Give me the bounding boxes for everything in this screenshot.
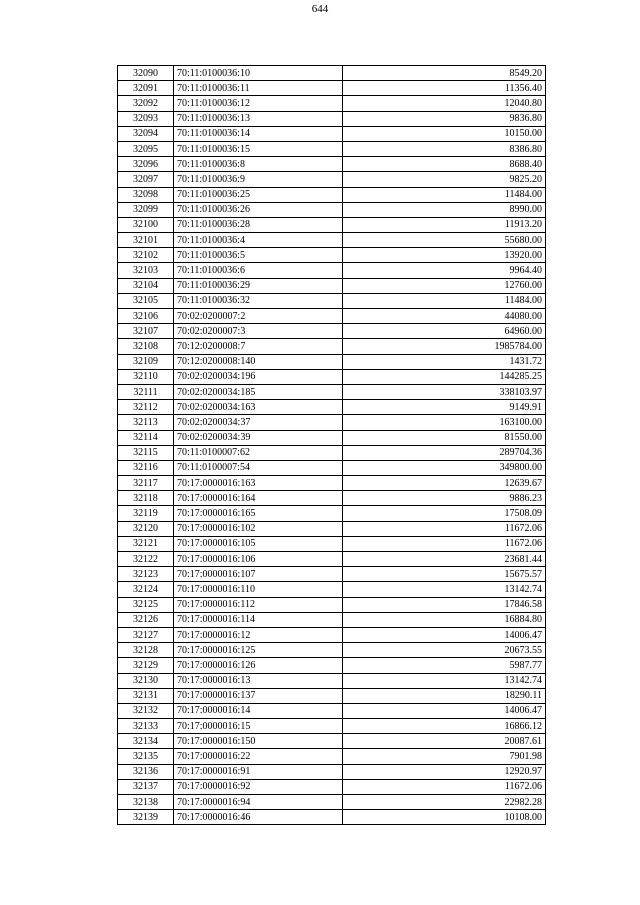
table-row xyxy=(118,369,546,384)
value-cell: 8990.00 xyxy=(343,202,546,217)
value-cell: 18290.11 xyxy=(343,688,546,703)
value-cell: 17508.09 xyxy=(343,506,546,521)
row-number-cell: 32121 xyxy=(118,536,174,551)
cadastral-number-cell: 70:11:0100036:32 xyxy=(174,293,343,308)
cadastral-number-cell: 70:17:0000016:137 xyxy=(174,688,343,703)
cadastral-number-cell: 70:17:0000016:14 xyxy=(174,703,343,718)
cadastral-number-cell: 70:17:0000016:164 xyxy=(174,491,343,506)
row-number-cell: 32095 xyxy=(118,141,174,156)
table-row xyxy=(118,445,546,460)
row-number-cell: 32097 xyxy=(118,172,174,187)
cadastral-number-cell: 70:17:0000016:106 xyxy=(174,552,343,567)
table-row xyxy=(118,111,546,126)
cadastral-number-cell: 70:17:0000016:125 xyxy=(174,643,343,658)
value-cell: 8386.80 xyxy=(343,141,546,156)
value-cell: 17846.58 xyxy=(343,597,546,612)
table-row xyxy=(118,749,546,764)
cadastral-number-cell: 70:02:0200034:37 xyxy=(174,415,343,430)
cadastral-number-cell: 70:11:0100036:14 xyxy=(174,126,343,141)
registry-table-body xyxy=(118,66,546,825)
value-cell: 55680.00 xyxy=(343,233,546,248)
row-number-cell: 32117 xyxy=(118,476,174,491)
cadastral-number-cell: 70:02:0200034:196 xyxy=(174,369,343,384)
row-number-cell: 32127 xyxy=(118,627,174,642)
table-row xyxy=(118,582,546,597)
value-cell: 11913.20 xyxy=(343,217,546,232)
cadastral-number-cell: 70:02:0200034:163 xyxy=(174,400,343,415)
row-number-cell: 32093 xyxy=(118,111,174,126)
row-number-cell: 32116 xyxy=(118,460,174,475)
cadastral-number-cell: 70:17:0000016:163 xyxy=(174,476,343,491)
row-number-cell: 32101 xyxy=(118,233,174,248)
table-row xyxy=(118,400,546,415)
row-number-cell: 32102 xyxy=(118,248,174,263)
cadastral-number-cell: 70:17:0000016:105 xyxy=(174,536,343,551)
table-row xyxy=(118,567,546,582)
row-number-cell: 32122 xyxy=(118,552,174,567)
cadastral-number-cell: 70:17:0000016:112 xyxy=(174,597,343,612)
table-row xyxy=(118,339,546,354)
row-number-cell: 32113 xyxy=(118,415,174,430)
row-number-cell: 32126 xyxy=(118,612,174,627)
cadastral-number-cell: 70:11:0100036:9 xyxy=(174,172,343,187)
cadastral-number-cell: 70:17:0000016:46 xyxy=(174,810,343,825)
cadastral-number-cell: 70:17:0000016:165 xyxy=(174,506,343,521)
cadastral-number-cell: 70:17:0000016:107 xyxy=(174,567,343,582)
row-number-cell: 32114 xyxy=(118,430,174,445)
cadastral-number-cell: 70:11:0100007:62 xyxy=(174,445,343,460)
cadastral-number-cell: 70:11:0100036:8 xyxy=(174,157,343,172)
row-number-cell: 32125 xyxy=(118,597,174,612)
row-number-cell: 32104 xyxy=(118,278,174,293)
cadastral-number-cell: 70:17:0000016:22 xyxy=(174,749,343,764)
table-row xyxy=(118,612,546,627)
cadastral-number-cell: 70:17:0000016:126 xyxy=(174,658,343,673)
value-cell: 1985784.00 xyxy=(343,339,546,354)
row-number-cell: 32131 xyxy=(118,688,174,703)
table-row xyxy=(118,810,546,825)
value-cell: 11672.06 xyxy=(343,521,546,536)
cadastral-number-cell: 70:02:0200007:2 xyxy=(174,309,343,324)
table-row xyxy=(118,688,546,703)
cadastral-number-cell: 70:11:0100036:10 xyxy=(174,66,343,81)
row-number-cell: 32132 xyxy=(118,703,174,718)
table-row xyxy=(118,491,546,506)
value-cell: 9825.20 xyxy=(343,172,546,187)
table-row xyxy=(118,536,546,551)
row-number-cell: 32112 xyxy=(118,400,174,415)
table-row xyxy=(118,703,546,718)
row-number-cell: 32118 xyxy=(118,491,174,506)
row-number-cell: 32120 xyxy=(118,521,174,536)
cadastral-number-cell: 70:17:0000016:110 xyxy=(174,582,343,597)
table-row xyxy=(118,141,546,156)
table-row xyxy=(118,309,546,324)
cadastral-number-cell: 70:17:0000016:94 xyxy=(174,795,343,810)
table-row xyxy=(118,430,546,445)
row-number-cell: 32111 xyxy=(118,384,174,399)
row-number-cell: 32090 xyxy=(118,66,174,81)
row-number-cell: 32107 xyxy=(118,324,174,339)
value-cell: 11672.06 xyxy=(343,536,546,551)
cadastral-number-cell: 70:11:0100036:26 xyxy=(174,202,343,217)
page-number: 644 xyxy=(311,3,329,15)
table-row xyxy=(118,764,546,779)
row-number-cell: 32139 xyxy=(118,810,174,825)
table-row xyxy=(118,627,546,642)
row-number-cell: 32128 xyxy=(118,643,174,658)
value-cell: 44080.00 xyxy=(343,309,546,324)
table-row xyxy=(118,476,546,491)
value-cell: 349800.00 xyxy=(343,460,546,475)
value-cell: 12760.00 xyxy=(343,278,546,293)
value-cell: 11672.06 xyxy=(343,779,546,794)
value-cell: 11356.40 xyxy=(343,81,546,96)
table-row xyxy=(118,673,546,688)
value-cell: 163100.00 xyxy=(343,415,546,430)
value-cell: 11484.00 xyxy=(343,187,546,202)
table-row xyxy=(118,521,546,536)
value-cell: 81550.00 xyxy=(343,430,546,445)
cadastral-number-cell: 70:11:0100036:15 xyxy=(174,141,343,156)
value-cell: 9886.23 xyxy=(343,491,546,506)
value-cell: 8549.20 xyxy=(343,66,546,81)
table-row xyxy=(118,293,546,308)
value-cell: 12920.97 xyxy=(343,764,546,779)
value-cell: 8688.40 xyxy=(343,157,546,172)
cadastral-number-cell: 70:11:0100036:13 xyxy=(174,111,343,126)
row-number-cell: 32103 xyxy=(118,263,174,278)
row-number-cell: 32130 xyxy=(118,673,174,688)
value-cell: 20673.55 xyxy=(343,643,546,658)
value-cell: 20087.61 xyxy=(343,734,546,749)
table-row xyxy=(118,157,546,172)
row-number-cell: 32092 xyxy=(118,96,174,111)
value-cell: 144285.25 xyxy=(343,369,546,384)
value-cell: 9964.40 xyxy=(343,263,546,278)
cadastral-number-cell: 70:02:0200007:3 xyxy=(174,324,343,339)
cadastral-number-cell: 70:17:0000016:92 xyxy=(174,779,343,794)
registry-table xyxy=(117,65,546,825)
value-cell: 23681.44 xyxy=(343,552,546,567)
table-row xyxy=(118,278,546,293)
cadastral-number-cell: 70:11:0100036:28 xyxy=(174,217,343,232)
table-row xyxy=(118,66,546,81)
value-cell: 22982.28 xyxy=(343,795,546,810)
table-row xyxy=(118,415,546,430)
table-row xyxy=(118,719,546,734)
cadastral-number-cell: 70:11:0100007:54 xyxy=(174,460,343,475)
table-row xyxy=(118,202,546,217)
table-row xyxy=(118,779,546,794)
row-number-cell: 32129 xyxy=(118,658,174,673)
cadastral-number-cell: 70:11:0100036:11 xyxy=(174,81,343,96)
table-row xyxy=(118,643,546,658)
value-cell: 13142.74 xyxy=(343,673,546,688)
table-row xyxy=(118,460,546,475)
cadastral-number-cell: 70:02:0200034:185 xyxy=(174,384,343,399)
row-number-cell: 32138 xyxy=(118,795,174,810)
cadastral-number-cell: 70:12:0200008:7 xyxy=(174,339,343,354)
table-row xyxy=(118,187,546,202)
table-row xyxy=(118,384,546,399)
value-cell: 5987.77 xyxy=(343,658,546,673)
row-number-cell: 32133 xyxy=(118,719,174,734)
cadastral-number-cell: 70:11:0100036:5 xyxy=(174,248,343,263)
value-cell: 338103.97 xyxy=(343,384,546,399)
cadastral-number-cell: 70:17:0000016:150 xyxy=(174,734,343,749)
row-number-cell: 32098 xyxy=(118,187,174,202)
cadastral-number-cell: 70:11:0100036:6 xyxy=(174,263,343,278)
cadastral-number-cell: 70:17:0000016:13 xyxy=(174,673,343,688)
table-row xyxy=(118,126,546,141)
value-cell: 9836.80 xyxy=(343,111,546,126)
value-cell: 14006.47 xyxy=(343,703,546,718)
row-number-cell: 32119 xyxy=(118,506,174,521)
cadastral-number-cell: 70:17:0000016:102 xyxy=(174,521,343,536)
row-number-cell: 32110 xyxy=(118,369,174,384)
row-number-cell: 32135 xyxy=(118,749,174,764)
value-cell: 1431.72 xyxy=(343,354,546,369)
row-number-cell: 32094 xyxy=(118,126,174,141)
row-number-cell: 32096 xyxy=(118,157,174,172)
row-number-cell: 32123 xyxy=(118,567,174,582)
table-row xyxy=(118,734,546,749)
row-number-cell: 32099 xyxy=(118,202,174,217)
row-number-cell: 32105 xyxy=(118,293,174,308)
value-cell: 12639.67 xyxy=(343,476,546,491)
cadastral-number-cell: 70:11:0100036:25 xyxy=(174,187,343,202)
cadastral-number-cell: 70:17:0000016:12 xyxy=(174,627,343,642)
row-number-cell: 32091 xyxy=(118,81,174,96)
value-cell: 11484.00 xyxy=(343,293,546,308)
table-row xyxy=(118,217,546,232)
cadastral-number-cell: 70:12:0200008:140 xyxy=(174,354,343,369)
cadastral-number-cell: 70:11:0100036:4 xyxy=(174,233,343,248)
table-row xyxy=(118,597,546,612)
table-row xyxy=(118,81,546,96)
cadastral-number-cell: 70:17:0000016:15 xyxy=(174,719,343,734)
row-number-cell: 32124 xyxy=(118,582,174,597)
value-cell: 289704.36 xyxy=(343,445,546,460)
value-cell: 16884.80 xyxy=(343,612,546,627)
value-cell: 13920.00 xyxy=(343,248,546,263)
table-row xyxy=(118,324,546,339)
table-row xyxy=(118,506,546,521)
value-cell: 10150.00 xyxy=(343,126,546,141)
table-row xyxy=(118,658,546,673)
value-cell: 7901.98 xyxy=(343,749,546,764)
row-number-cell: 32108 xyxy=(118,339,174,354)
cadastral-number-cell: 70:17:0000016:91 xyxy=(174,764,343,779)
table-row xyxy=(118,354,546,369)
cadastral-number-cell: 70:17:0000016:114 xyxy=(174,612,343,627)
table-row xyxy=(118,263,546,278)
value-cell: 10108.00 xyxy=(343,810,546,825)
cadastral-number-cell: 70:02:0200034:39 xyxy=(174,430,343,445)
value-cell: 64960.00 xyxy=(343,324,546,339)
value-cell: 12040.80 xyxy=(343,96,546,111)
value-cell: 16866.12 xyxy=(343,719,546,734)
table-row xyxy=(118,552,546,567)
row-number-cell: 32115 xyxy=(118,445,174,460)
table-row xyxy=(118,233,546,248)
row-number-cell: 32134 xyxy=(118,734,174,749)
cadastral-number-cell: 70:11:0100036:12 xyxy=(174,96,343,111)
table-row xyxy=(118,795,546,810)
cadastral-number-cell: 70:11:0100036:29 xyxy=(174,278,343,293)
table-row xyxy=(118,172,546,187)
value-cell: 14006.47 xyxy=(343,627,546,642)
value-cell: 13142.74 xyxy=(343,582,546,597)
row-number-cell: 32100 xyxy=(118,217,174,232)
row-number-cell: 32136 xyxy=(118,764,174,779)
row-number-cell: 32106 xyxy=(118,309,174,324)
table-row xyxy=(118,248,546,263)
row-number-cell: 32137 xyxy=(118,779,174,794)
row-number-cell: 32109 xyxy=(118,354,174,369)
value-cell: 15675.57 xyxy=(343,567,546,582)
value-cell: 9149.91 xyxy=(343,400,546,415)
table-row xyxy=(118,96,546,111)
